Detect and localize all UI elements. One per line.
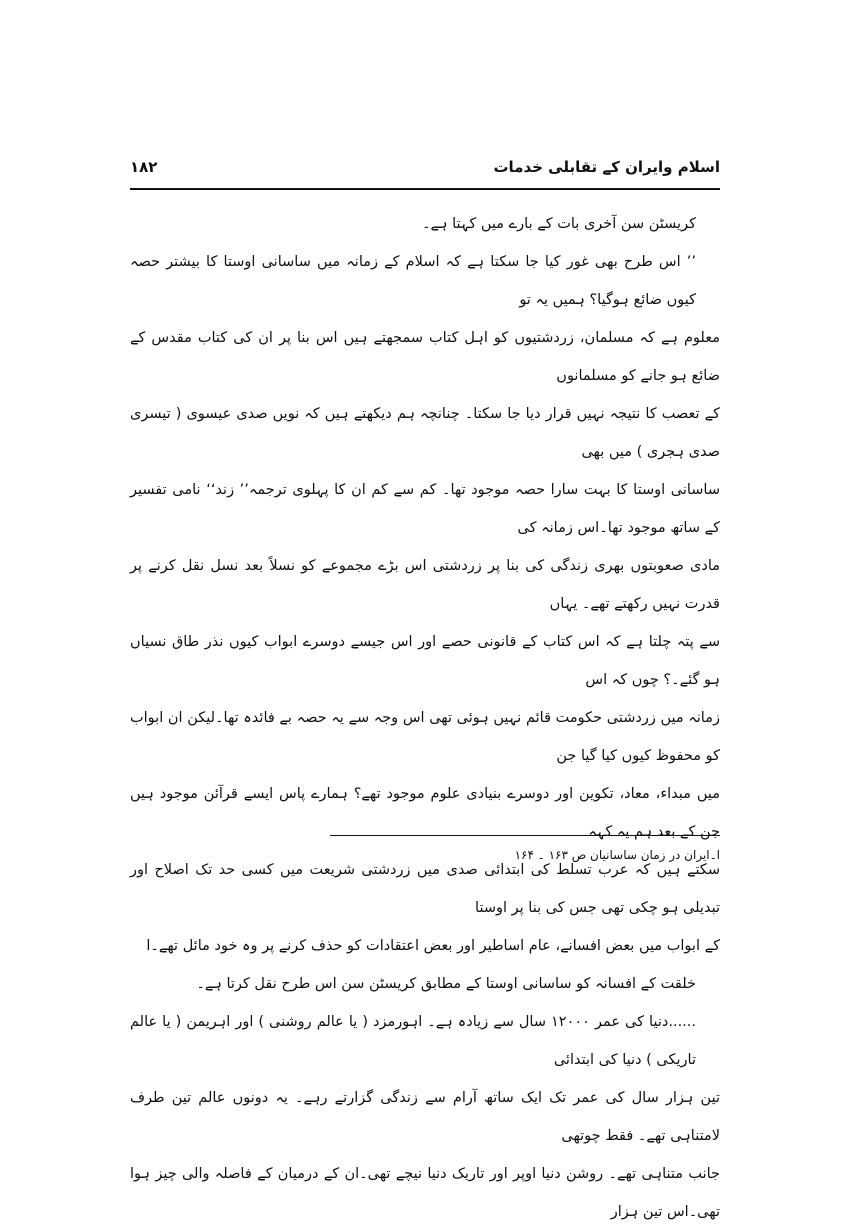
footnote: ا۔ایران در زمان ساسانیان ص ۱۶۳ ۔ ۱۶۴ xyxy=(514,848,720,862)
body-line: کریسٹن سن آخری بات کے بارے میں کہتا ہے۔ xyxy=(421,216,696,232)
body-line: زمانہ میں زردشتی حکومت قائم نہیں ہوئی تھی اس وجہ سے یہ حصہ بے فائدہ تھا۔لیکن ان ابواب کو محفوظ کیوں کیا گیا جن xyxy=(130,710,720,764)
body-line: جانب متناہی تھے۔ روشن دنیا اوپر اور تاریک دنیا نیچے تھی۔ان کے درمیان کے فاصلہ والی چیز ہوا تھی۔اس تین ہزار xyxy=(130,1166,720,1220)
body-line: سکتے ہیں کہ عرب تسلط کی ابتدائی صدی میں زردشتی شریعت میں کسی حد تک اصلاح اور تبدیلی ہو چکی تھی جس کی بنا پر اوستا xyxy=(130,862,720,916)
body-line: ’’ اس طرح بھی غور کیا جا سکتا ہے کہ اسلام کے زمانہ میں ساسانی اوستا کا بیشتر حصہ کیوں ضائع ہوگیا؟ ہمیں یہ تو xyxy=(130,254,696,308)
running-title: اسلام وایران کے تقابلی خدمات xyxy=(493,158,720,176)
body-line: سے پتہ چلتا ہے کہ اس کتاب کے قانونی حصے اور اس جیسے دوسرے ابواب کیوں نذر طاق نسیاں ہو گئے۔؟ چوں کہ اس xyxy=(130,634,720,688)
page-header xyxy=(130,158,720,194)
body-line: معلوم ہے کہ مسلمان، زردشتیوں کو اہل کتاب سمجھتے ہیں اس بنا پر ان کی کتاب مقدس کے ضائع ہو جانے کو مسلمانوں xyxy=(130,330,720,384)
body-text xyxy=(130,205,720,1231)
body-line: کے تعصب کا نتیجہ نہیں قرار دیا جا سکتا۔ چنانچہ ہم دیکھتے ہیں کہ نویں صدی عیسوی ( تیسری صدی ہجری ) میں بھی xyxy=(130,406,720,460)
body-line: خلقت کے افسانہ کو ساسانی اوستا کے مطابق کریسٹن سن اس طرح نقل کرتا ہے۔ xyxy=(196,976,696,992)
footnote-rule xyxy=(330,835,720,836)
body-line: میں مبداء، معاد، تکوین اور دوسرے بنیادی علوم موجود تھے؟ ہمارے پاس ایسے قرآئن موجود ہیں جن کے بعد ہم یہ کہہ xyxy=(130,786,720,840)
body-line: ......دنیا کی عمر ۱۲۰۰۰ سال سے زیادہ ہے۔ اہورمزد ( یا عالم روشنی ) اور اہریمن ( یا عالم تاریکی ) دنیا کی ابتدائی xyxy=(130,1014,697,1068)
body-line: مادی صعوبتوں بھری زندگی کی بنا پر زردشتی اس بڑے مجموعے کو نسلاً بعد نسل نقل کرنے پر قدرت نہیں رکھتے تھے۔ یہاں xyxy=(130,558,720,612)
body-line: تین ہزار سال کی عمر تک ایک ساتھ آرام سے زندگی گزارتے رہے۔ یہ دونوں عالم تین طرف لامتناہی تھے۔ فقط چوتھی xyxy=(130,1090,720,1144)
page-number: ۱۸۲ xyxy=(130,158,158,176)
body-line: ساسانی اوستا کا بہت سارا حصہ موجود تھا۔ کم سے کم ان کا پہلوی ترجمہ’’ زند‘‘ نامی تفسیر کے ساتھ موجود تھا۔اس زمانہ کی xyxy=(130,482,720,536)
body-line: کے ابواب میں بعض افسانے، عام اساطیر اور بعض اعتقادات کو حذف کرنے پر وہ خود مائل تھے۔ا xyxy=(146,938,720,954)
header-rule xyxy=(130,188,720,190)
